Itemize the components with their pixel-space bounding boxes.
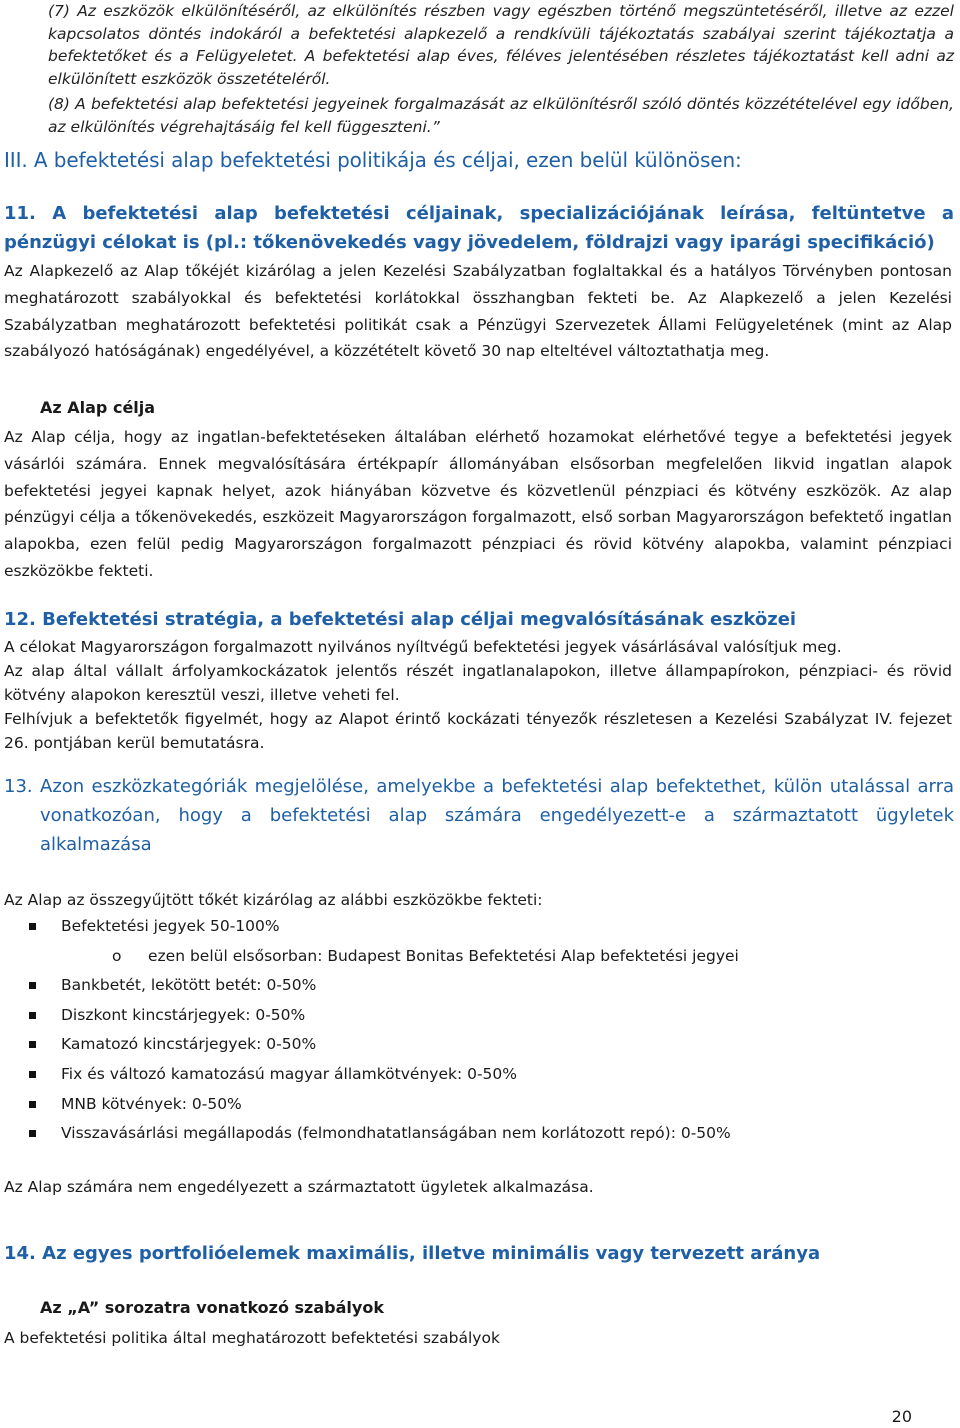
paragraph-12c: Felhívjuk a befektetők figyelmét, hogy az Alapot érintő kockázati tényezők részletesen a Kezelési Szabályzat IV. fejezet 26. pontjában kerül bemutatásra. — [4, 710, 952, 752]
list-item: Visszavásárlási megállapodás (felmondhatatlanságában nem korlátozott repó): 0-50% — [61, 1124, 731, 1143]
subheading-alap-celja: Az Alap célja — [40, 398, 156, 417]
paragraph-13-intro: Az Alap az összegyűjtött tőkét kizárólag az alábbi eszközökbe fekteti: — [4, 891, 543, 909]
list-item: Kamatozó kincstárjegyek: 0-50% — [61, 1035, 317, 1054]
paragraph-8: (8) A befektetési alap befektetési jegyeinek forgalmazását az elkülönítésről szóló döntés közzétételével egy időben, az elkülönítés végrehajtásáig fel kell függeszteni.” — [48, 95, 954, 136]
paragraph-series-a: A befektetési politika által meghatározott befektetési szabályok — [4, 1329, 500, 1347]
list-item: Diszkont kincstárjegyek: 0-50% — [61, 1005, 306, 1024]
heading-11: 11. A befektetési alap befektetési céljainak, specializációjának leírása, feltüntetve a pénzügyi célokat is (pl.: tőkenövekedés vagy jövedelem, földrajzi vagy iparági specifikáció) — [4, 203, 954, 253]
sub-bullet-marker: o — [112, 946, 122, 965]
heading-13-text: Azon eszközkategóriák megjelölése, amelyekbe a befektetési alap befektethet, külön utalással arra vonatkozóan, hogy a befektetési alap számára engedélyezett-e a származtatott ügyletek alkalmazása — [40, 776, 954, 855]
paragraph-11: Az Alapkezelő az Alap tőkéjét kizárólag a jelen Kezelési Szabályzatban foglaltakkal és a hatályos Törvényben pontosan meghatározott szabályokkal és befektetési korlátokkal összhangban fekteti be. Az Alapkezelő a jelen Kezelési Szabályzatban meghatározott befektetési politikát csak a Pénzügyi Szervezetek Állami Felügyeletének (mint az Alap szabályozó hatóságának) engedélyével, a közzétételt követő 30 nap elteltével változtathatja meg. — [4, 262, 952, 361]
heading-14: 14. Az egyes portfolióelemek maximális, illetve minimális vagy tervezett aránya — [4, 1243, 821, 1264]
heading-13 — [4, 772, 954, 859]
paragraph-13-end: Az Alap számára nem engedélyezett a származtatott ügyletek alkalmazása. — [4, 1178, 594, 1196]
heading-13-number: 13. — [4, 776, 33, 797]
paragraph-12a: A célokat Magyarországon forgalmazott nyilvános nyíltvégű befektetési jegyek vásárlásával valósítjuk meg. — [4, 638, 842, 656]
list-item: o ezen belül elsősorban: Budapest Bonitas Befektetési Alap befektetési jegyei — [28, 942, 739, 972]
paragraph-alap-celja: Az Alap célja, hogy az ingatlan-befektetéseken általában elérhető hozamokat elérhetővé tegye a befektetési jegyek vásárlói számára. Ennek megvalósítására értékpapír állományában elsősorban megfelelően likvid ingatlan alapok befektetési jegyei kapnak helyet, azok hiányában közvetve és közvetlenül pénzpiaci és kötvény eszközök. Az alap pénzügyi célja a tőkenövekedés, eszközeit Magyarországon forgalmazott, első sorban Magyarországon befektető ingatlan alapokba, ezen felül pedig Magyarországon forgalmazott pénzpiaci és rövid kötvény alapokba, valamint pénzpiaci eszközökbe fekteti. — [4, 428, 952, 580]
page-number: 20 — [891, 1407, 912, 1426]
subheading-series-a: Az „A” sorozatra vonatkozó szabályok — [40, 1298, 384, 1317]
paragraph-7: (7) Az eszközök elkülönítéséről, az elkülönítés részben vagy egészben történő megszüntetéséről, illetve az ezzel kapcsolatos döntés indokáról a befektetési alapkezelő a rendkívüli tájékoztatás szabályai szerint tájékoztatja a befektetőket és a Felügyeletet. A befektetési alap éves, féléves jelentésében részletes tájékoztatást kell adni az elkülönített eszközök összetételéről. — [48, 2, 954, 88]
list-item: Fix és változó kamatozású magyar államkötvények: 0-50% — [61, 1064, 518, 1083]
list-item: MNB kötvények: 0-50% — [61, 1094, 242, 1113]
list-item: Befektetési jegyek 50-100% — [61, 917, 280, 935]
section-title: III. A befektetési alap befektetési politikája és céljai, ezen belül különösen: — [4, 148, 742, 172]
asset-list — [28, 912, 739, 1149]
heading-12: 12. Befektetési stratégia, a befektetési alap céljai megvalósításának eszközei — [4, 609, 797, 630]
paragraph-12b: Az alap által vállalt árfolyamkockázatok jelentős részét ingatlanalapokon, illetve állampapírokon, pénzpiaci- és rövid kötvény alapokon keresztül veszi, illetve veheti fel. — [4, 662, 952, 704]
list-item: Bankbetét, lekötött betét: 0-50% — [61, 976, 317, 995]
